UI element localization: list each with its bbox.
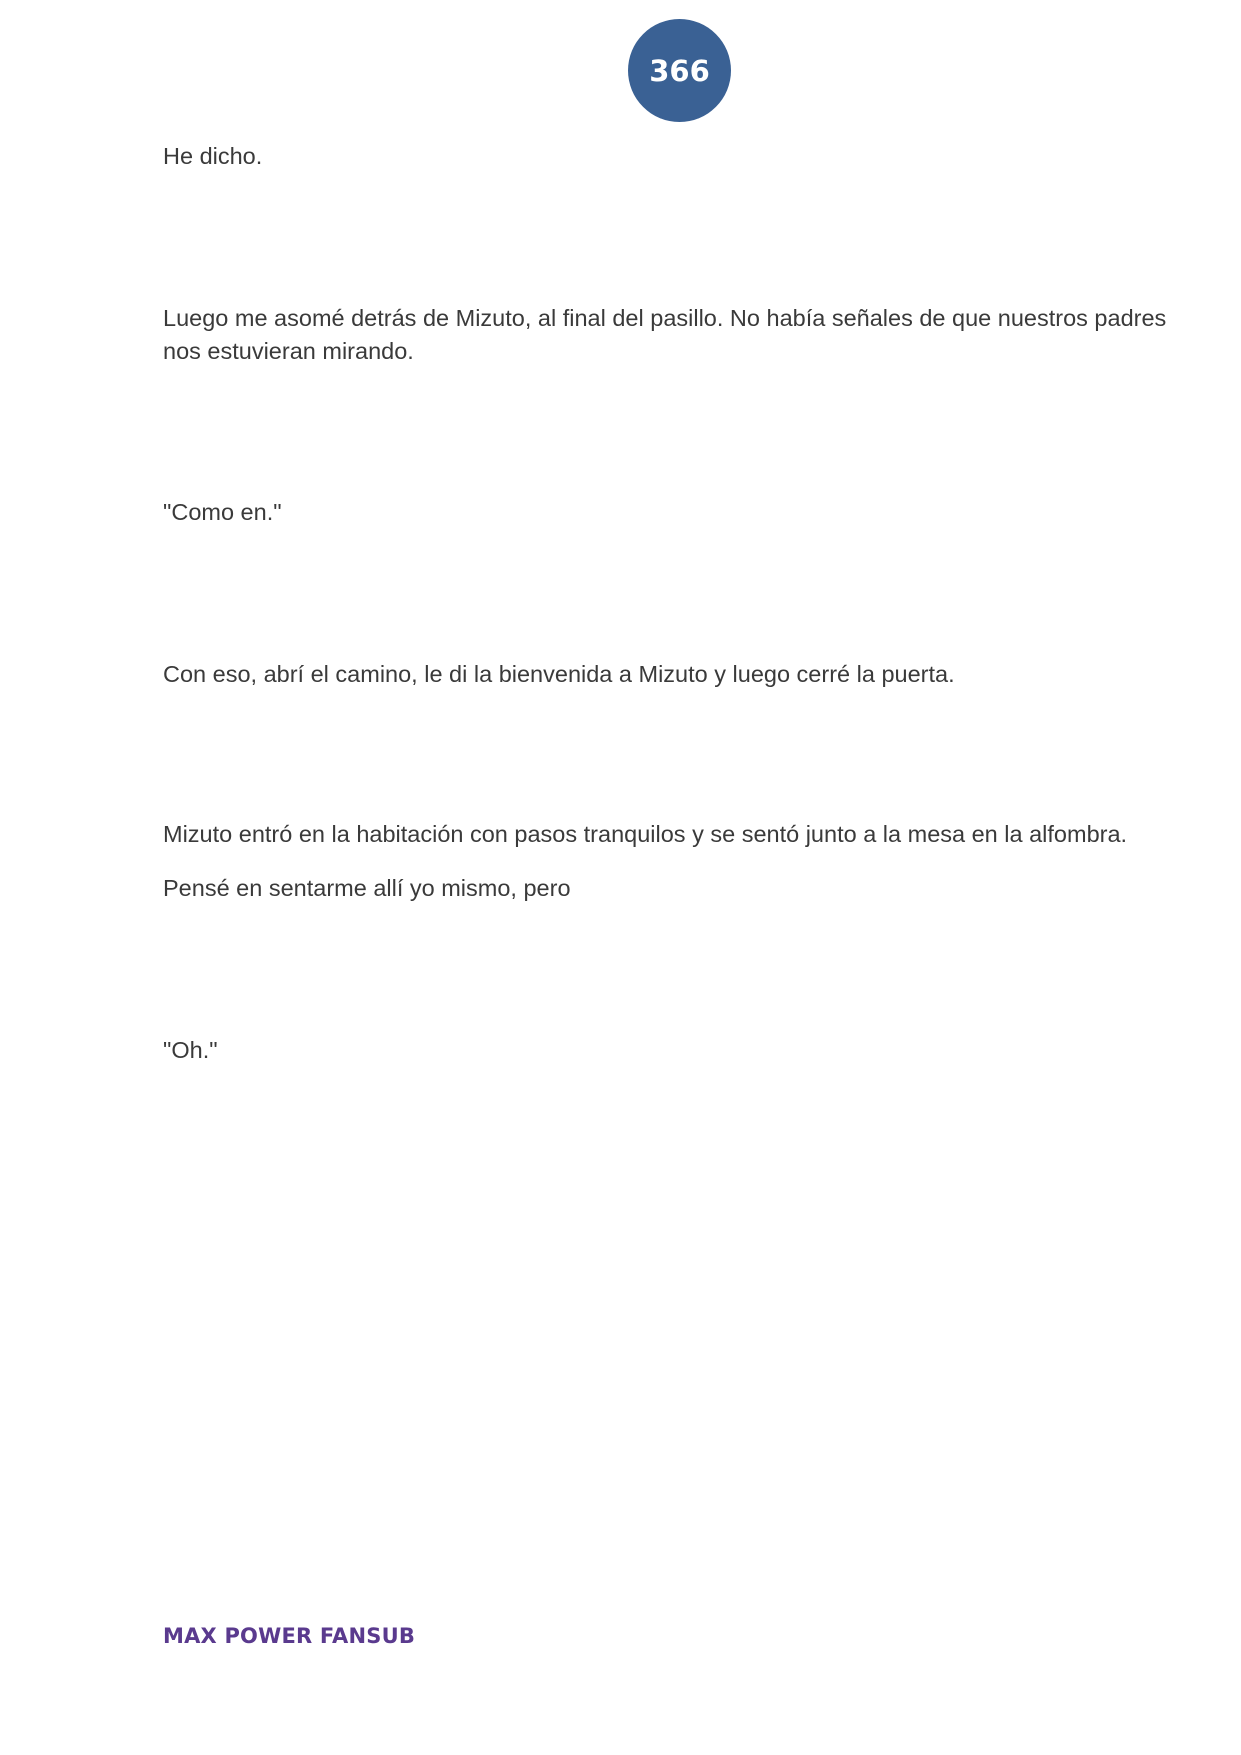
paragraph: "Como en."	[163, 499, 282, 525]
paragraph: Luego me asomé detrás de Mizuto, al final del pasillo. No había señales de que nuestros padres nos estuvieran mirando.	[163, 305, 1167, 364]
paragraph: Con eso, abrí el camino, le di la bienvenida a Mizuto y luego cerré la puerta.	[163, 661, 955, 687]
paragraph: He dicho.	[163, 143, 263, 169]
paragraph: Pensé en sentarme allí yo mismo, pero	[163, 875, 571, 901]
paragraph: Mizuto entró en la habitación con pasos tranquilos y se sentó junto a la mesa en la alfombra.	[163, 821, 1128, 847]
paragraph: "Oh."	[163, 1037, 218, 1063]
page-number-badge: 366	[628, 19, 731, 122]
footer-credit: MAX POWER FANSUB	[163, 1624, 416, 1648]
